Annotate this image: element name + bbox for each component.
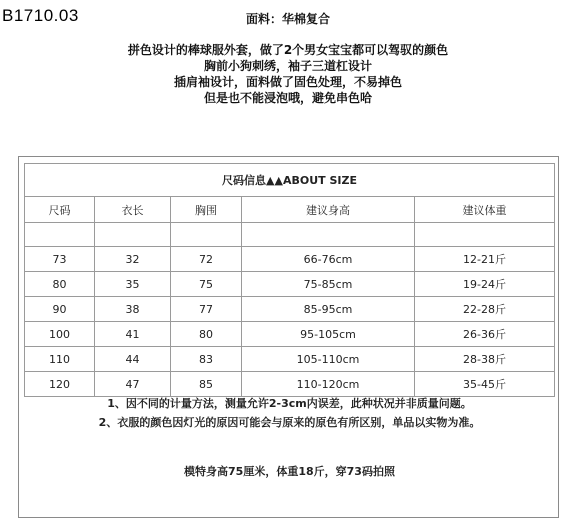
- table-row: [25, 297, 555, 322]
- table-cell: 19-24斤: [415, 272, 555, 297]
- table-cell: 75-85cm: [242, 272, 415, 297]
- table-cell: 47: [95, 372, 171, 397]
- table-row: [25, 372, 555, 397]
- header-height: 建议身高: [242, 197, 415, 223]
- table-cell: 75: [171, 272, 242, 297]
- header-chest: 胸围: [171, 197, 242, 223]
- description-line: 胸前小狗刺绣，袖子三道杠设计: [203, 59, 372, 73]
- table-cell: 90: [25, 297, 95, 322]
- model-info: 模特身高75厘米，体重18斤，穿73码拍照: [184, 465, 395, 478]
- table-row: [25, 322, 555, 347]
- table-cell: 35-45斤: [415, 372, 555, 397]
- table-cell: 66-76cm: [242, 247, 415, 272]
- table-cell: 95-105cm: [242, 322, 415, 347]
- table-row: [25, 347, 555, 372]
- table-cell: 85: [171, 372, 242, 397]
- header-length: 衣长: [95, 197, 171, 223]
- description-line: 但是也不能浸泡哦，避免串色哈: [203, 91, 372, 105]
- table-cell: [415, 223, 555, 247]
- table-row: [25, 247, 555, 272]
- note-line: 2、衣服的颜色因灯光的原因可能会与原来的原色有所区别，单品以实物为准。: [98, 416, 481, 429]
- table-row-blank: [25, 223, 555, 247]
- header-weight: 建议体重: [415, 197, 555, 223]
- table-cell: 38: [95, 297, 171, 322]
- table-cell: 83: [171, 347, 242, 372]
- description-line: 拼色设计的棒球服外套，做了2个男女宝宝都可以驾驭的颜色: [127, 43, 449, 57]
- table-cell: 110-120cm: [242, 372, 415, 397]
- table-cell: 26-36斤: [415, 322, 555, 347]
- table-cell: 32: [95, 247, 171, 272]
- table-cell: 41: [95, 322, 171, 347]
- table-cell: 80: [25, 272, 95, 297]
- table-cell: 105-110cm: [242, 347, 415, 372]
- table-cell: 44: [95, 347, 171, 372]
- table-cell: 73: [25, 247, 95, 272]
- table-cell: 80: [171, 322, 242, 347]
- table-cell: 110: [25, 347, 95, 372]
- note-line: 1、因不同的计量方法，测量允许2-3cm内误差，此种状况并非质量问题。: [107, 397, 472, 410]
- table-cell: [95, 223, 171, 247]
- table-cell: 100: [25, 322, 95, 347]
- description-line: 插肩袖设计，面料做了固色处理，不易掉色: [173, 75, 402, 89]
- fabric-info: 面料：华棉复合: [245, 12, 330, 26]
- table-cell: 72: [171, 247, 242, 272]
- product-code: B1710.03: [2, 6, 79, 25]
- size-table-title: 尺码信息▲▲ABOUT SIZE: [25, 164, 555, 197]
- table-row: [25, 272, 555, 297]
- table-cell: 77: [171, 297, 242, 322]
- table-cell: 28-38斤: [415, 347, 555, 372]
- table-cell: 85-95cm: [242, 297, 415, 322]
- table-cell: [242, 223, 415, 247]
- table-cell: [25, 223, 95, 247]
- table-cell: 35: [95, 272, 171, 297]
- table-cell: 12-21斤: [415, 247, 555, 272]
- size-chart-card: [18, 156, 559, 518]
- table-cell: 22-28斤: [415, 297, 555, 322]
- header-size: 尺码: [25, 197, 95, 223]
- table-cell: [171, 223, 242, 247]
- size-table: [24, 163, 555, 397]
- table-cell: 120: [25, 372, 95, 397]
- notes: [19, 394, 560, 432]
- product-description: [0, 42, 576, 106]
